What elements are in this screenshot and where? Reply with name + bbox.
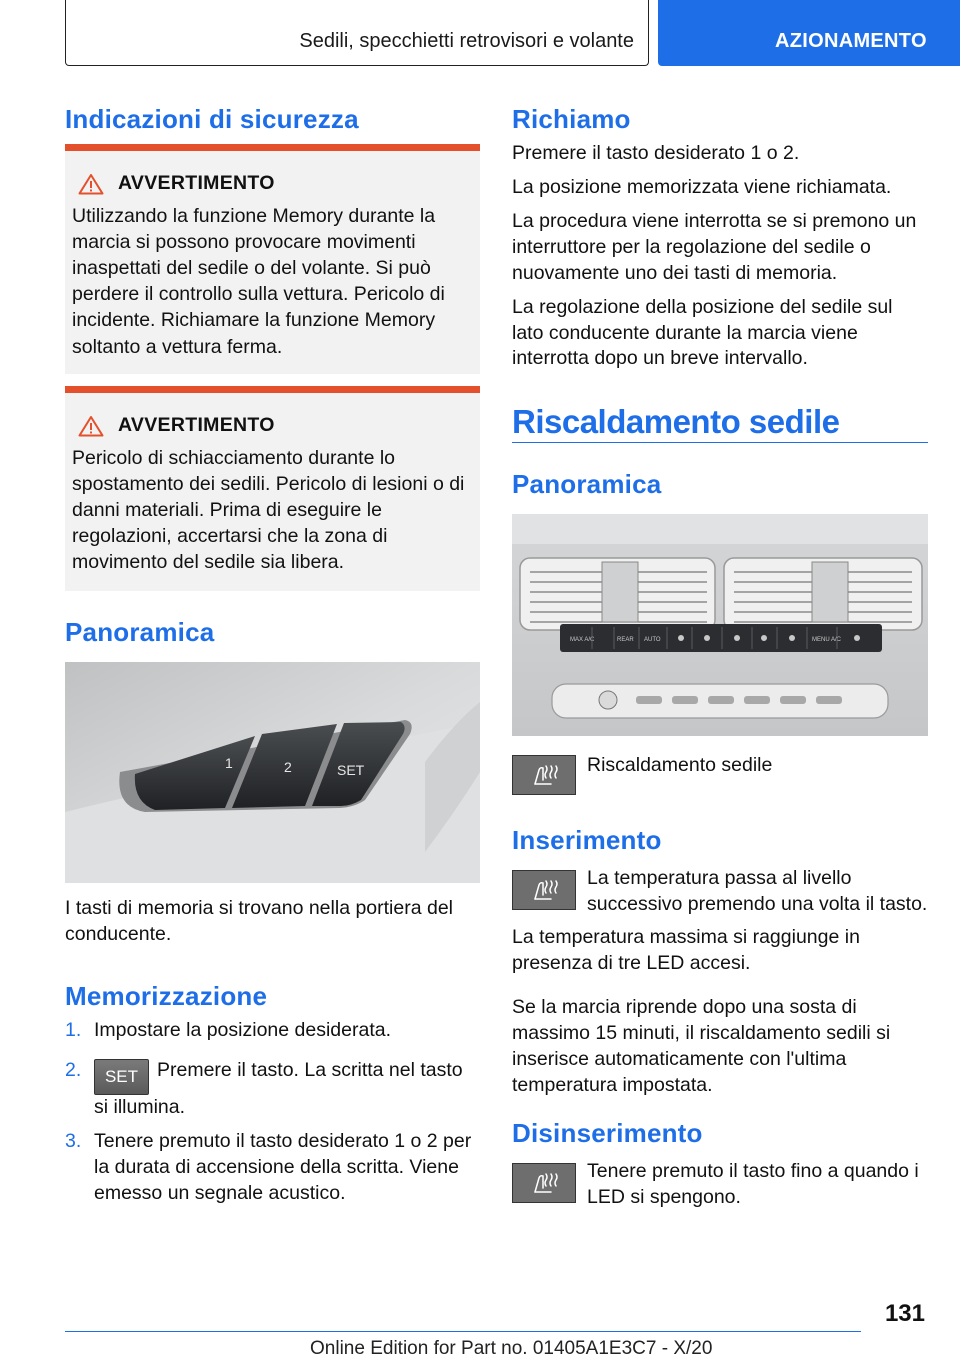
panel-btn-1: REAR: [617, 637, 634, 643]
heating-title: Riscaldamento sedile: [512, 403, 840, 440]
door-button-1: 1: [225, 755, 233, 771]
warning-triangle-icon: [78, 173, 104, 195]
heating-caption: Riscaldamento sedile: [587, 754, 773, 776]
seat-heating-icon: [512, 1163, 576, 1203]
recall-para: Premere il tasto desiderato 1 o 2.: [512, 142, 800, 164]
header-chapter-tab: [658, 0, 960, 66]
on-para: La temperatura massima si raggiunge in presenza di tre LED accesi.: [512, 926, 860, 974]
step-text: Impostare la posizione desiderata.: [94, 1019, 392, 1041]
panel-btn-7: MENU A/C: [812, 637, 842, 643]
seat-heating-icon: [512, 870, 576, 910]
on-text: La temperatura passa al livello successivo premendo una volta il tasto.: [587, 867, 928, 915]
step-number: 3.: [65, 1129, 82, 1152]
footer-rule: [65, 1331, 861, 1332]
door-button-set: SET: [337, 762, 365, 778]
step-item: [65, 1018, 480, 1044]
header-section-tab: [65, 0, 649, 66]
on-paras: [512, 925, 928, 1107]
climate-panel-image: [512, 514, 928, 736]
step-number: 2.: [65, 1058, 82, 1081]
door-caption: I tasti di memoria si trovano nella portiera del conducente.: [65, 897, 454, 945]
panel-btn-0: MAX A/C: [570, 637, 595, 643]
step-item: [65, 1129, 480, 1207]
seat-heating-icon: [512, 755, 576, 795]
off-row: [512, 1160, 928, 1215]
off-title: Disinserimento: [512, 1118, 703, 1148]
recall-para: La posizione memorizzata viene richiamata.: [512, 175, 892, 198]
step-item: [65, 1058, 480, 1121]
on-title: Inserimento: [512, 825, 662, 855]
header-section-title: Sedili, specchietti retrovisori e volante: [299, 30, 634, 52]
memorize-steps: [65, 1018, 480, 1215]
door-memory-buttons-image: [65, 662, 480, 883]
overview-title-right: Panoramica: [512, 469, 662, 499]
recall-title: Richiamo: [512, 104, 631, 134]
overview-title-left: Panoramica: [65, 617, 215, 647]
set-button-icon: SET: [94, 1059, 149, 1095]
door-button-2: 2: [284, 759, 292, 775]
page-number: 131: [884, 1300, 925, 1327]
heating-caption-row: [512, 755, 928, 797]
safety-title: Indicazioni di sicurezza: [65, 104, 359, 134]
on-row: [512, 867, 928, 922]
warning-triangle-icon: [78, 415, 104, 437]
step-text: Premere il tasto. La scritta nel tasto si illumina.: [94, 1058, 463, 1118]
step-text: Tenere premuto il tasto desiderato 1 o 2 per la durata di accensione della scritta. Viene emesso un segnale acustico.: [94, 1129, 472, 1204]
recall-para: La procedura viene interrotta se si premono un interruttore per la regolazione del sedile o nuovamente uno dei tasti di memoria.: [512, 209, 917, 284]
warning-label-1: AVVERTIMENTO: [118, 172, 275, 194]
warning-label-2: AVVERTIMENTO: [118, 414, 275, 436]
recall-text-block: [512, 141, 928, 380]
warning-text-2: Pericolo di schiacciamento durante lo spostamento dei sedili. Pericolo di lesioni o di danni materiali. Prima di eseguire le regolazioni, accertarsi che la zona di movimento del sedile sia libera.: [72, 446, 465, 574]
header-chapter-title: AZIONAMENTO: [775, 30, 927, 52]
heading-rule: [512, 442, 928, 443]
panel-btn-2: AUTO: [644, 637, 661, 643]
footer-edition: Online Edition for Part no. 01405A1E3C7 - X/20: [310, 1338, 713, 1359]
on-para: Se la marcia riprende dopo una sosta di massimo 15 minuti, il riscaldamento sedili si inserisce automaticamente con l'ultima temperatura impostata.: [512, 995, 891, 1096]
off-text: Tenere premuto il tasto fino a quando i LED si spengono.: [587, 1160, 919, 1208]
warning-text-1: Utilizzando la funzione Memory durante la marcia si possono provocare movimenti inaspettati del sedile o del volante. Si può perdere il controllo sulla vettura. Pericolo di incidente. Richiamare la funzione Memory soltanto a vettura ferma.: [72, 204, 445, 358]
step-number: 1.: [65, 1019, 82, 1041]
recall-para: La regolazione della posizione del sedile sul lato conducente durante la marcia viene interrotta dopo un breve intervallo.: [512, 295, 893, 370]
memorize-title: Memorizzazione: [65, 981, 268, 1011]
warning-box-2: [65, 386, 480, 591]
warning-box-1: [65, 144, 480, 374]
